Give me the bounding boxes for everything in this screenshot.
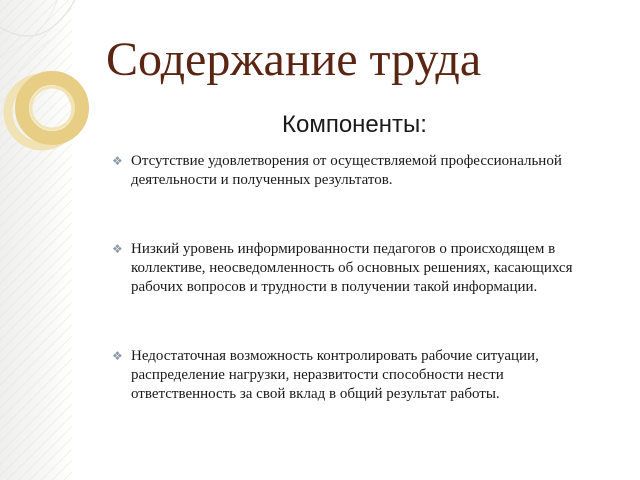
diamond-bullet-icon: ❖ (112, 242, 123, 256)
bullet-text: Недостаточная возможность контролировать рабочие ситуации, распределение нагрузки, неразвитости способности нести ответственность за свой вклад в общий результат работы. (131, 348, 539, 402)
slide-title: Содержание труда (106, 33, 482, 86)
diamond-bullet-icon: ❖ (112, 349, 123, 363)
gold-ring-icon (22, 78, 82, 138)
bullet-text: Низкий уровень информированности педагогов о происходящем в коллективе, неосведомленность об основных решениях, касающихся рабочих вопросов и трудности в получении такой информации. (131, 241, 573, 295)
slide-subtitle: Компоненты: (282, 111, 427, 138)
bullet-item (112, 240, 612, 297)
diamond-bullet-icon: ❖ (112, 154, 123, 168)
bullet-list (112, 152, 612, 404)
bullet-item (112, 152, 612, 190)
bullet-text: Отсутствие удовлетворения от осуществляемой профессиональной деятельности и полученных результатов. (131, 153, 562, 188)
bullet-item (112, 347, 612, 404)
